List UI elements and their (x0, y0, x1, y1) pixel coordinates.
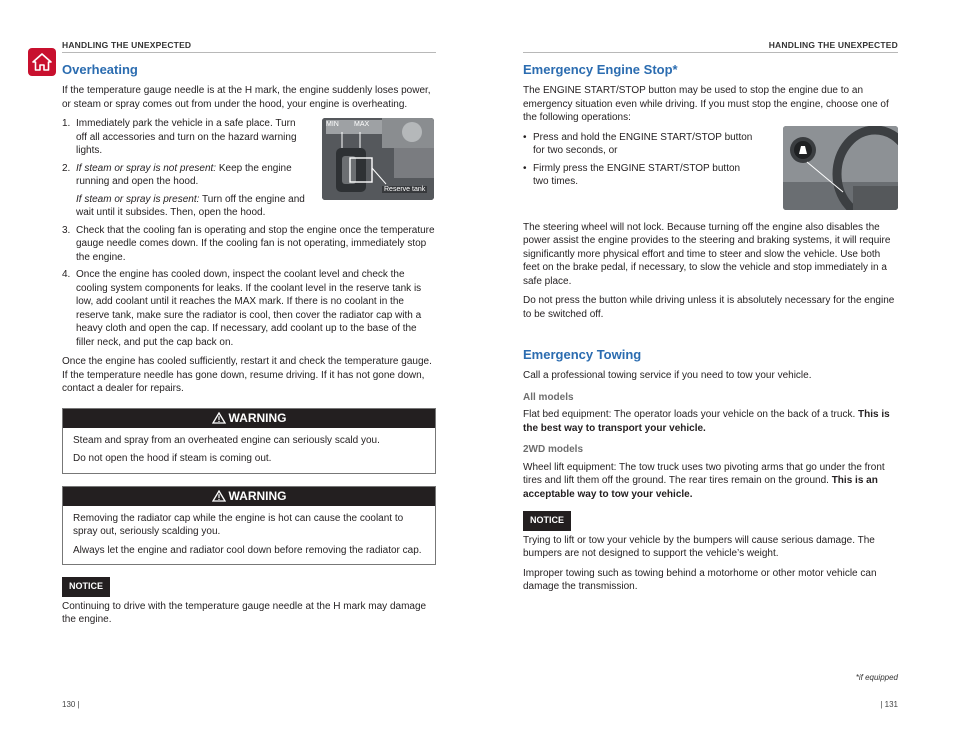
step-number: 3. (62, 224, 71, 236)
reserve-tank-photo (322, 118, 434, 200)
warning-line: Do not open the hood if steam is coming out. (73, 453, 272, 464)
notice-block (523, 511, 898, 594)
step-number: 1. (62, 118, 71, 129)
warning-triangle-icon (212, 490, 226, 502)
step-item (62, 268, 436, 349)
notice-line: Trying to lift or tow your vehicle by the bumpers will cause serious damage. The bumpers are not designed to support the vehicle’s weight. (523, 534, 875, 559)
step-text: Once the engine has cooled down, inspect the coolant level and check the cooling system components for leaks. If the coolant level in the reserve tank is low, add coolant until it reaches the MAX mark. If there is no coolant in the reserve tank, make sure the radiator is cool, then cover the radiator cap with a heavy cloth and open the cap. If necessary, add coolant up to the base of the filler neck, and put the cap back on. (76, 269, 422, 348)
bullet-glyph: • (523, 131, 527, 143)
running-header: HANDLING THE UNEXPECTED (62, 40, 192, 50)
page-number: 130 | (62, 700, 80, 709)
notice-block (62, 577, 436, 627)
start-stop-button-photo (783, 126, 898, 210)
house-glyph (32, 53, 52, 71)
wheellift-paragraph (523, 461, 898, 502)
warning-body (63, 428, 435, 473)
running-header: HANDLING THE UNEXPECTED (768, 40, 898, 50)
tow-intro: Call a professional towing service if you need to tow your vehicle. (523, 370, 812, 381)
bullet-glyph: • (523, 162, 527, 174)
notice-line: Improper towing such as towing behind a motorhome or other motor vehicle can damage the transmission. (523, 567, 877, 592)
warning-label: WARNING (228, 410, 287, 425)
min-label: MIN (326, 121, 339, 128)
warning-triangle-icon (212, 412, 226, 424)
option-text: Firmly press the ENGINE START/STOP button two times. (533, 162, 741, 187)
option-text: Press and hold the ENGINE START/STOP button for two seconds, or (533, 131, 753, 156)
warning-label: WARNING (228, 488, 287, 503)
section-title: Overheating (62, 62, 138, 77)
step-text: Immediately park the vehicle in a safe place. Turn off all accessories and turn on the hazard warning lights. (76, 118, 297, 156)
paragraph: Do not press the button while driving unless it is absolutely necessary for the engine to be switched off. (523, 295, 895, 320)
intro-paragraph: If the temperature gauge needle is at the H mark, the engine suddenly loses power, or steam or spray comes out from under the hood, your engine is overheating. (62, 85, 431, 110)
condition-lead: If steam or spray is not present: (76, 162, 217, 174)
header-rule (62, 52, 436, 53)
section-title: Emergency Engine Stop* (523, 62, 678, 77)
notice-label: NOTICE (62, 577, 110, 597)
header-rule (523, 52, 898, 53)
notice-label: NOTICE (523, 511, 571, 531)
home-icon[interactable] (28, 48, 56, 76)
step-sub-text (76, 193, 308, 220)
wheellift-emphasis: This is an acceptable way to tow your vehicle. (523, 475, 878, 500)
warning-body (63, 506, 435, 565)
reserve-tank-label: Reserve tank (384, 186, 426, 193)
warning-line: Steam and spray from an overheated engine can seriously scald you. (73, 434, 380, 446)
warning-header (63, 487, 435, 506)
footnote: *if equipped (855, 673, 898, 682)
step-item (62, 224, 436, 265)
paragraph: The steering wheel will not lock. Because turning off the engine also disables the power assist the engine provides to the steering and braking systems, it will require significantly more physical effort and time to steer and slow the vehicle. Use both feet on the brake pedal, if necessary, to slow the vehicle and stop immediately in a safe place. (523, 221, 891, 287)
section-title: Emergency Towing (523, 347, 642, 362)
subheading: 2WD models (523, 444, 584, 455)
after-paragraph: Once the engine has cooled sufficiently, restart it and check the temperature gauge. If the temperature needle has gone down, resume driving. If it has not gone down, contact a dealer for repairs. (62, 356, 432, 394)
condition-lead: If steam or spray is present: (76, 193, 200, 205)
condition-text: Turn off the engine and wait until it subsides. Then, open the hood. (76, 193, 305, 218)
step-number: 4. (62, 269, 71, 280)
wheellift-text: Wheel lift equipment: The tow truck uses two pivoting arms that go under the front tires and lift them off the ground. The rear tires remain on the ground. (523, 461, 885, 486)
subheading: All models (523, 391, 574, 403)
warning-line: Always let the engine and radiator cool down before removing the radiator cap. (73, 544, 422, 556)
notice-text: Continuing to drive with the temperature gauge needle at the H mark may damage the engine. (62, 600, 427, 625)
page-number: | 131 (880, 700, 898, 709)
warning-header (63, 409, 435, 428)
warning-box (62, 486, 436, 566)
condition-text: Keep the engine running and open the hood. (76, 162, 292, 187)
warning-line: Removing the radiator cap while the engine is hot can cause the coolant to spray out, seriously scalding you. (73, 512, 404, 537)
flatbed-paragraph (523, 408, 898, 435)
flatbed-text: Flat bed equipment: The operator loads your vehicle on the back of a truck. (523, 409, 856, 420)
flatbed-emphasis: This is the best way to transport your vehicle. (523, 409, 890, 434)
max-label: MAX (354, 121, 370, 128)
intro-paragraph: The ENGINE START/STOP button may be used to stop the engine due to an emergency situation even while driving. If you must stop the engine, choose one of the following operations: (523, 85, 889, 123)
step-number: 2. (62, 162, 71, 174)
warning-box (62, 408, 436, 474)
right-page (480, 0, 960, 750)
step-text: Check that the cooling fan is operating and stop the engine once the temperature gauge needle comes down. If the cooling fan is not operating, immediately stop the engine. (76, 224, 435, 263)
dashboard-illustration (783, 126, 898, 210)
